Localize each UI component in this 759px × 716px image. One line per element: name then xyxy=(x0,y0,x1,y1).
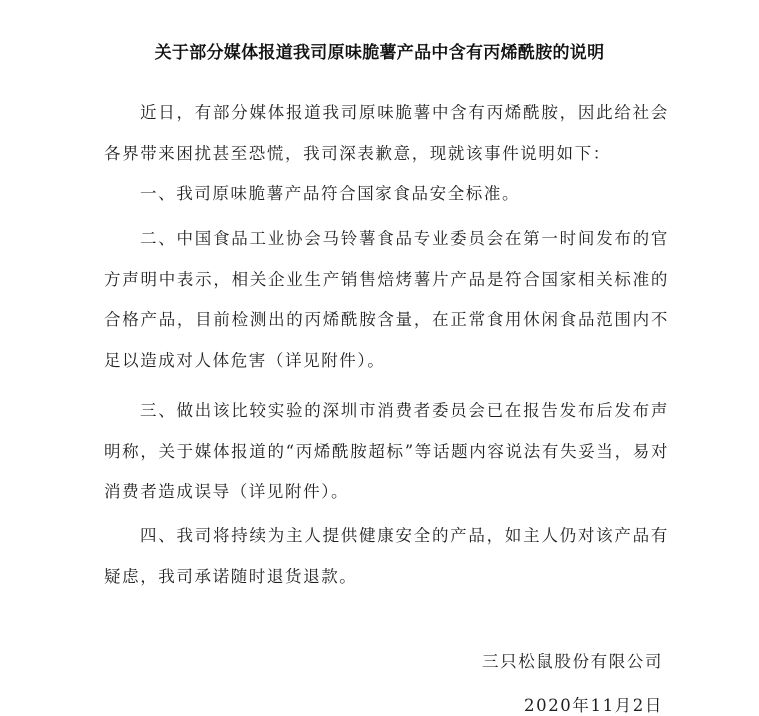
paragraph-point-3: 三、做出该比较实验的深圳市消费者委员会已在报告发布后发布声明称，关于媒体报道的“丙烯酰胺超标”等话题内容说法有失妥当，易对消费者造成误导（详见附件）。 xyxy=(104,401,669,501)
paragraph-point-4: 四、我司将持续为主人提供健康安全的产品，如主人仍对该产品有疑虑，我司承诺随时退货退款。 xyxy=(104,526,669,586)
company-signature: 三只松鼠股份有限公司 xyxy=(482,652,663,671)
document-title: 关于部分媒体报道我司原味脆薯产品中含有丙烯酰胺的说明 xyxy=(154,43,605,63)
paragraph-intro: 近日，有部分媒体报道我司原味脆薯中含有丙烯酰胺，因此给社会各界带来困扰甚至恐慌，我司深表歉意，现就该事件说明如下： xyxy=(104,103,669,163)
paragraph-point-1: 一、我司原味脆薯产品符合国家食品安全标准。 xyxy=(140,184,521,203)
document-date: 2020年11月2日 xyxy=(524,696,663,715)
paragraph-point-2: 二、中国食品工业协会马铃薯食品专业委员会在第一时间发布的官方声明中表示，相关企业生产销售焙烤薯片产品是符合国家相关标准的合格产品，目前检测出的丙烯酰胺含量，在正常食用休闲食品范围内不足以造成对人体危害（详见附件）。 xyxy=(104,229,669,370)
